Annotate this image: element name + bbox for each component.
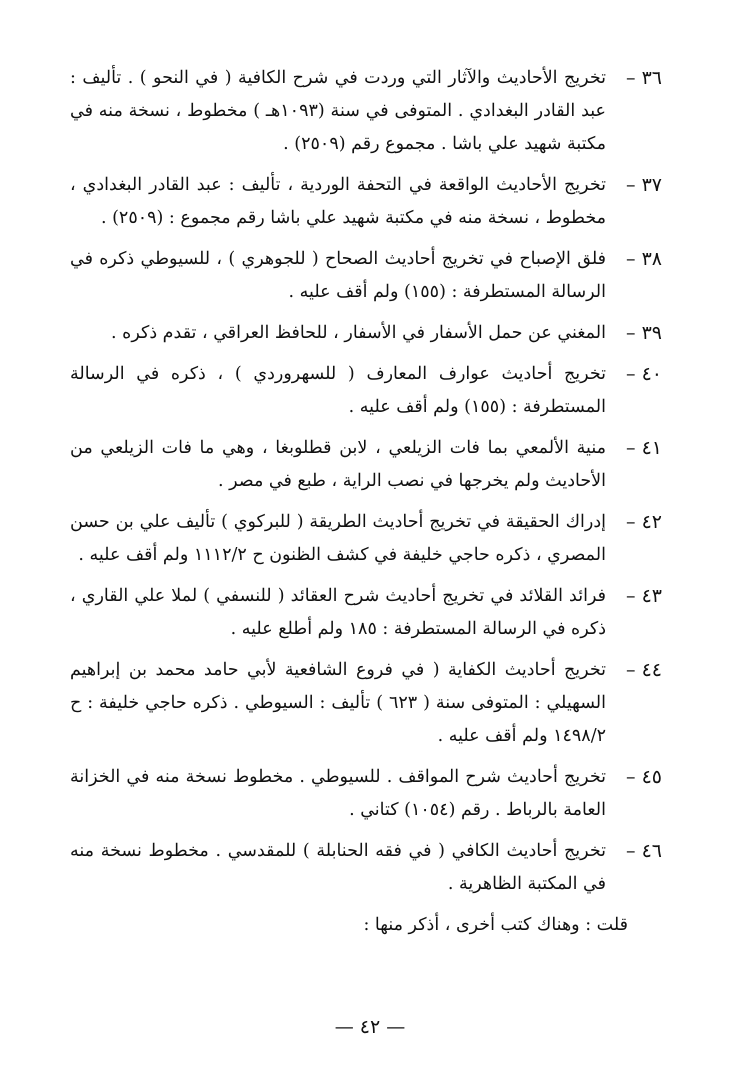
entry-text: تخريج أحاديث شرح المواقف . للسيوطي . مخطوط نسخة منه في الخزانة العامة بالرباط . رقم (١٠٥٤) كتاني .	[70, 767, 606, 820]
entry-number: ٤٣ –	[626, 585, 662, 607]
list-item	[70, 761, 662, 827]
entry-text: تخريج أحاديث عوارف المعارف ( للسهروردي ) ، ذكره في الرسالة المستطرفة : (١٥٥) ولم أقف عليه .	[70, 364, 606, 417]
entry-number: ٤٤ –	[626, 659, 662, 681]
entry-number: ٤١ –	[626, 437, 662, 459]
list-item	[70, 654, 662, 753]
entry-number: ٤٢ –	[626, 511, 662, 533]
list-item	[70, 432, 662, 498]
entry-text: تخريج أحاديث الكافي ( في فقه الحنابلة ) للمقدسي . مخطوط نسخة منه في المكتبة الظاهرية .	[70, 841, 606, 894]
list-item	[70, 835, 662, 901]
list-item	[70, 506, 662, 572]
list-item	[70, 317, 662, 350]
entry-number: ٣٧ –	[626, 174, 662, 196]
list-item	[70, 358, 662, 424]
entry-number: ٣٩ –	[626, 322, 662, 344]
entry-number: ٣٨ –	[626, 248, 662, 270]
entry-number: ٣٦ –	[626, 67, 662, 89]
entry-number: ٤٥ –	[626, 766, 662, 788]
closing-paragraph: قلت : وهناك كتب أخرى ، أذكر منها :	[363, 915, 628, 935]
entry-text: المغني عن حمل الأسفار في الأسفار ، للحافظ العراقي ، تقدم ذكره .	[111, 323, 606, 343]
list-item	[70, 580, 662, 646]
list-item	[70, 169, 662, 235]
list-item	[70, 62, 662, 161]
entry-text: تخريج الأحاديث والآثار التي وردت في شرح الكافية ( في النحو ) . تأليف : عبد القادر البغدادي . المتوفى في سنة (١٠٩٣هـ ) مخطوط ، نسخة منه في مكتبة شهيد علي باشا . مجموع رقم (٢٥٠٩) .	[70, 68, 607, 154]
entry-text: تخريج أحاديث الكفاية ( في فروع الشافعية لأبي حامد محمد بن إبراهيم السهيلي : المتوفى سنة ( ٦٢٣ ) تأليف : السيوطي . ذكره حاجي خليفة : ح ١٤٩٨/٢ ولم أقف عليه .	[70, 660, 607, 746]
entry-text: تخريج الأحاديث الواقعة في التحفة الوردية ، تأليف : عبد القادر البغدادي ، مخطوط ، نسخة منه في مكتبة شهيد علي باشا رقم مجموع : (٢٥٠٩) .	[70, 175, 606, 228]
entry-text: إدراك الحقيقة في تخريج أحاديث الطريقة ( للبركوي ) تأليف علي بن حسن المصري ، ذكره حاجي خليفة في كشف الظنون ح ١١١٢/٢ ولم أقف عليه .	[70, 512, 606, 565]
page-number: — ٤٢ —	[334, 1016, 406, 1038]
entry-text: فرائد القلائد في تخريج أحاديث شرح العقائد ( للنسفي ) لملا علي القاري ، ذكره في الرسالة المستطرفة : ١٨٥ ولم أطلع عليه .	[70, 586, 606, 639]
list-item	[70, 243, 662, 309]
page-content	[70, 62, 662, 999]
entry-text: فلق الإصباح في تخريج أحاديث الصحاح ( للجوهري ) ، للسيوطي ذكره في الرسالة المستطرفة : (١٥٥) ولم أقف عليه .	[70, 249, 606, 302]
entry-number: ٤٦ –	[626, 840, 662, 862]
entry-number: ٤٠ –	[626, 363, 662, 385]
entry-text: منية الألمعي بما فات الزيلعي ، لابن قطلوبغا ، وهي ما فات الزيلعي من الأحاديث ولم يخرجها في نصب الراية ، طبع في مصر .	[70, 438, 606, 491]
